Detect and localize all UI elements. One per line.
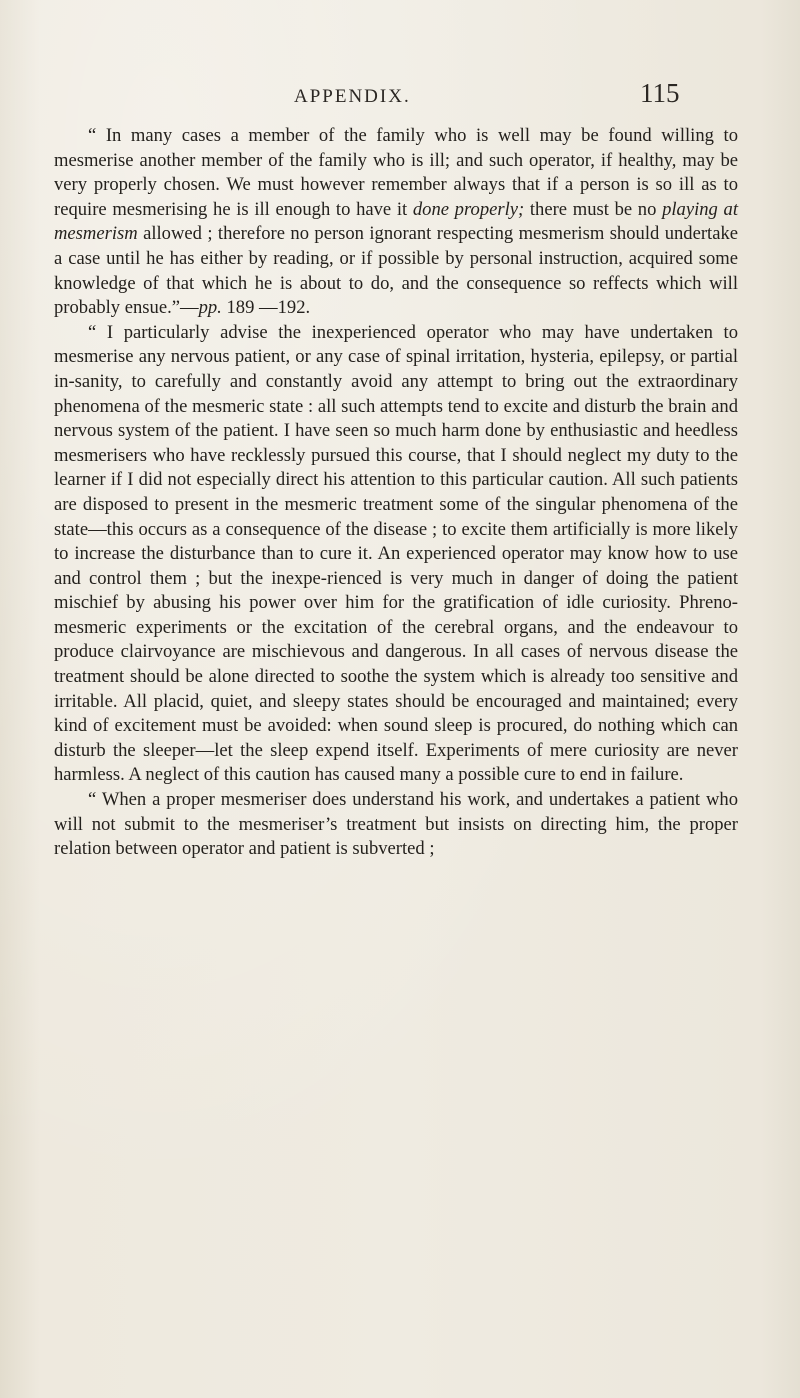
text-segment: “ I particularly advise the inexperienced operator who may have undertaken to mesmerise any nervous patient, or any case of spinal irritation, hysteria, epilepsy, or partial in-sanity, to carefully and constantly avoid any attempt to bring out the extraordinary phenomena of the mesmeric state : all such attempts tend to excite and disturb the brain and nervous system of the patient. I have seen so much harm done by enthusiastic and heedless mesmerisers who have recklessly pursued this course, that I should neglect my duty to the learner if I did not especially direct his attention to this particular caution. All such patients are disposed to present in the mesmeric treatment some of the singular phenomena of the state—this occurs as a consequence of the disease ; to excite them artificially is more likely to increase the disturbance than to cure it. An experienced operator may know how to use and control them ; but the inexpe-rienced is very much in danger of doing the patient mischief by abusing his power over him for the gratification of idle curiosity. Phreno-mesmeric experiments or the excitation of the cerebral organs, and the endeavour to produce clairvoyance are mischievous and dangerous. In all cases of nervous disease the treatment should be alone directed to soothe the system which is already too sensitive and irritable. All placid, quiet, and sleepy states should be encouraged and maintained; every kind of excitement must be avoided: when sound sleep is procured, do nothing which can disturb the sleeper—let the sleep expend itself. Experiments of mere curiosity are never harmless. A neglect of this caution has caused many a possible cure to end in failure. — [54, 321, 738, 786]
text-segment: 189 —192. — [221, 297, 311, 319]
page-header — [0, 78, 800, 118]
paragraph — [54, 788, 738, 862]
paragraph — [54, 124, 738, 321]
text-segment: “ In many cases a member of the family who is well may be found willing to mesmerise another member of the family who is ill; and such operator, if healthy, may be very properly chosen. We must however remember always that if a person is so ill as to require mesmerising he is ill enough to have it — [54, 125, 738, 220]
italic-segment: done properly; — [412, 198, 525, 220]
body-text — [54, 124, 738, 862]
italic-segment: playing at mesmerism — [54, 198, 738, 245]
text-segment: there must be no — [524, 198, 663, 220]
paragraph — [54, 321, 738, 788]
italic-segment: pp. — [198, 297, 222, 319]
page-number: 115 — [640, 78, 680, 108]
text-segment: “ When a proper mesmeriser does understand his work, and undertakes a patient who will not submit to the mesmeriser’s treatment but insists on directing him, the proper relation between operator and patient is subverted ; — [54, 789, 738, 860]
text-segment: allowed ; therefore no person ignorant respecting mesmerism should undertake a case until he has either by reading, or if possible by personal instruction, acquired some knowledge of that which he is about to do, and the consequence so reffects which will probably ensue.”— — [54, 223, 738, 319]
running-head: APPENDIX. — [294, 86, 411, 107]
